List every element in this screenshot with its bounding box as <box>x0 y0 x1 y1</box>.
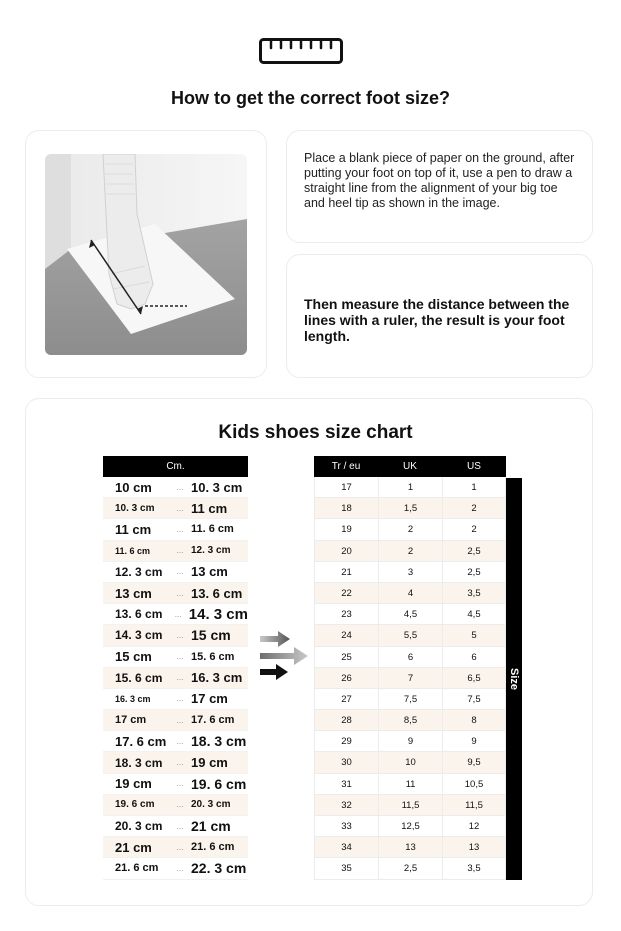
range-dots: ... <box>176 800 184 810</box>
size-uk: 6 <box>378 647 442 668</box>
size-table <box>314 456 506 880</box>
size-uk: 9 <box>378 731 442 752</box>
size-uk: 5,5 <box>378 625 442 646</box>
size-us: 1 <box>442 477 506 498</box>
size-us: 9 <box>442 731 506 752</box>
cm-to: 17 cm <box>191 691 228 707</box>
size-row <box>314 519 506 540</box>
size-uk: 7,5 <box>378 689 442 710</box>
size-us: 2 <box>442 498 506 519</box>
cm-from: 14. 3 cm <box>115 628 163 643</box>
cm-row <box>103 731 248 752</box>
cm-header: Cm. <box>103 456 248 477</box>
range-dots: ... <box>176 758 184 768</box>
cm-from: 12. 3 cm <box>115 564 163 579</box>
size-eu: 23 <box>314 604 378 625</box>
size-eu: 27 <box>314 689 378 710</box>
size-uk: 13 <box>378 837 442 858</box>
size-header-us: US <box>467 461 481 472</box>
cm-to: 13. 6 cm <box>191 585 243 601</box>
size-eu: 34 <box>314 837 378 858</box>
cm-row <box>103 816 248 837</box>
size-us: 6,5 <box>442 668 506 689</box>
size-row <box>314 689 506 710</box>
size-eu: 17 <box>314 477 378 498</box>
cm-table <box>103 456 248 880</box>
cm-to: 20. 3 cm <box>191 799 231 811</box>
cm-from: 15. 6 cm <box>115 670 163 685</box>
size-header-uk: UK <box>403 461 417 472</box>
range-dots: ... <box>176 821 184 831</box>
cm-to: 10. 3 cm <box>191 479 243 495</box>
cm-from: 21 cm <box>115 839 152 855</box>
size-eu: 25 <box>314 647 378 668</box>
size-us: 7,5 <box>442 689 506 710</box>
size-uk: 1,5 <box>378 498 442 519</box>
range-dots: ... <box>176 567 184 577</box>
size-us: 5 <box>442 625 506 646</box>
cm-from: 13. 6 cm <box>115 607 163 622</box>
size-row <box>314 837 506 858</box>
cm-from: 19 cm <box>115 776 152 792</box>
cm-row <box>103 689 248 710</box>
cm-to: 14. 3 cm <box>188 605 248 623</box>
size-row <box>314 668 506 689</box>
size-row <box>314 795 506 816</box>
cm-to: 12. 3 cm <box>191 545 231 557</box>
cm-to: 11 cm <box>191 500 228 516</box>
cm-from: 15 cm <box>115 649 152 665</box>
cm-to: 15 cm <box>191 627 231 644</box>
size-row <box>314 562 506 583</box>
range-dots: ... <box>176 715 184 725</box>
size-eu: 22 <box>314 583 378 604</box>
size-eu: 21 <box>314 562 378 583</box>
cm-row <box>103 477 248 498</box>
size-eu: 24 <box>314 625 378 646</box>
cm-to: 13 cm <box>191 564 228 580</box>
foot-measure-image <box>45 154 247 355</box>
cm-body <box>103 477 248 880</box>
size-row <box>314 477 506 498</box>
size-uk: 7 <box>378 668 442 689</box>
cm-from: 21. 6 cm <box>115 862 159 875</box>
cm-to: 18. 3 cm <box>191 733 247 750</box>
range-dots: ... <box>176 736 184 746</box>
cm-to: 19 cm <box>191 755 228 771</box>
range-dots: ... <box>176 630 184 640</box>
size-eu: 19 <box>314 519 378 540</box>
cm-row <box>103 562 248 583</box>
size-eu: 33 <box>314 816 378 837</box>
size-us: 11,5 <box>442 795 506 816</box>
size-header <box>314 456 506 477</box>
size-eu: 30 <box>314 752 378 773</box>
size-row <box>314 604 506 625</box>
cm-from: 10 cm <box>115 479 152 495</box>
size-eu: 28 <box>314 710 378 731</box>
size-row <box>314 731 506 752</box>
size-us: 2,5 <box>442 541 506 562</box>
cm-from: 17. 6 cm <box>115 733 167 749</box>
size-eu: 29 <box>314 731 378 752</box>
range-dots: ... <box>176 652 184 662</box>
size-us: 10,5 <box>442 774 506 795</box>
range-dots: ... <box>176 524 184 534</box>
cm-to: 19. 6 cm <box>191 775 247 792</box>
size-uk: 12,5 <box>378 816 442 837</box>
cm-from: 11. 6 cm <box>115 545 151 556</box>
size-us: 13 <box>442 837 506 858</box>
cm-row <box>103 519 248 540</box>
cm-row <box>103 604 248 625</box>
cm-to: 21 cm <box>191 818 231 835</box>
size-us: 6 <box>442 647 506 668</box>
size-side-label: Size <box>508 667 520 690</box>
size-eu: 18 <box>314 498 378 519</box>
size-row <box>314 774 506 795</box>
cm-from: 20. 3 cm <box>115 819 163 834</box>
size-uk: 10 <box>378 752 442 773</box>
size-us: 9,5 <box>442 752 506 773</box>
range-dots: ... <box>176 694 184 704</box>
cm-row <box>103 858 248 879</box>
size-row <box>314 752 506 773</box>
size-eu: 31 <box>314 774 378 795</box>
cm-row <box>103 668 248 689</box>
range-dots: ... <box>176 546 184 556</box>
size-row <box>314 647 506 668</box>
cm-row <box>103 541 248 562</box>
cm-row <box>103 774 248 795</box>
step1-text: Place a blank piece of paper on the ground, after putting your foot on top of it, use a pen to draw a straight line from the alignment of your big toe and heel tip as shown in the image. <box>304 151 575 210</box>
cm-row <box>103 647 248 668</box>
arrow-icon <box>260 664 288 680</box>
size-eu: 35 <box>314 858 378 879</box>
size-eu: 26 <box>314 668 378 689</box>
size-row <box>314 625 506 646</box>
range-dots: ... <box>176 673 184 683</box>
cm-from: 17 cm <box>115 714 147 727</box>
size-body <box>314 477 506 880</box>
size-eu: 32 <box>314 795 378 816</box>
size-us: 12 <box>442 816 506 837</box>
size-uk: 4 <box>378 583 442 604</box>
size-us: 2 <box>442 519 506 540</box>
chart-title: Kids shoes size chart <box>218 422 413 443</box>
range-dots: ... <box>176 503 184 513</box>
range-dots: ... <box>176 779 184 789</box>
size-us: 4,5 <box>442 604 506 625</box>
size-us: 3,5 <box>442 583 506 604</box>
size-row <box>314 541 506 562</box>
size-row <box>314 710 506 731</box>
size-uk: 3 <box>378 562 442 583</box>
size-uk: 2 <box>378 541 442 562</box>
cm-from: 18. 3 cm <box>115 755 163 770</box>
range-dots: ... <box>176 588 184 598</box>
ruler-icon <box>259 38 343 64</box>
cm-to: 15. 6 cm <box>191 650 235 663</box>
size-eu: 20 <box>314 541 378 562</box>
cm-row <box>103 498 248 519</box>
cm-to: 22. 3 cm <box>191 860 247 877</box>
cm-from: 13 cm <box>115 585 152 601</box>
cm-row <box>103 837 248 858</box>
range-dots: ... <box>176 863 184 873</box>
page-title: How to get the correct foot size? <box>170 88 451 108</box>
cm-to: 17. 6 cm <box>191 714 235 727</box>
size-uk: 4,5 <box>378 604 442 625</box>
cm-from: 16. 3 cm <box>115 693 151 704</box>
cm-row <box>103 625 248 646</box>
cm-to: 16. 3 cm <box>191 670 243 686</box>
cm-row <box>103 752 248 773</box>
size-row <box>314 816 506 837</box>
step2-text: Then measure the distance between the lines with a ruler, the result is your foot length. <box>304 296 570 344</box>
size-uk: 8,5 <box>378 710 442 731</box>
cm-from: 11 cm <box>115 521 152 537</box>
cm-from: 19. 6 cm <box>115 799 155 811</box>
cm-to: 21. 6 cm <box>191 841 235 854</box>
arrow-icon <box>260 647 308 665</box>
size-us: 8 <box>442 710 506 731</box>
cm-from: 10. 3 cm <box>115 502 155 514</box>
range-dots: ... <box>174 609 182 619</box>
size-us: 3,5 <box>442 858 506 879</box>
cm-row <box>103 583 248 604</box>
size-uk: 11,5 <box>378 795 442 816</box>
size-row <box>314 498 506 519</box>
size-uk: 11 <box>378 774 442 795</box>
arrow-icon <box>260 631 290 647</box>
size-us: 2,5 <box>442 562 506 583</box>
size-header-eu: Tr / eu <box>331 461 361 472</box>
cm-row <box>103 710 248 731</box>
size-uk: 2,5 <box>378 858 442 879</box>
size-row <box>314 583 506 604</box>
range-dots: ... <box>176 842 184 852</box>
size-row <box>314 858 506 879</box>
size-uk: 1 <box>378 477 442 498</box>
cm-row <box>103 795 248 816</box>
range-dots: ... <box>176 482 184 492</box>
size-uk: 2 <box>378 519 442 540</box>
cm-to: 11. 6 cm <box>191 523 234 536</box>
